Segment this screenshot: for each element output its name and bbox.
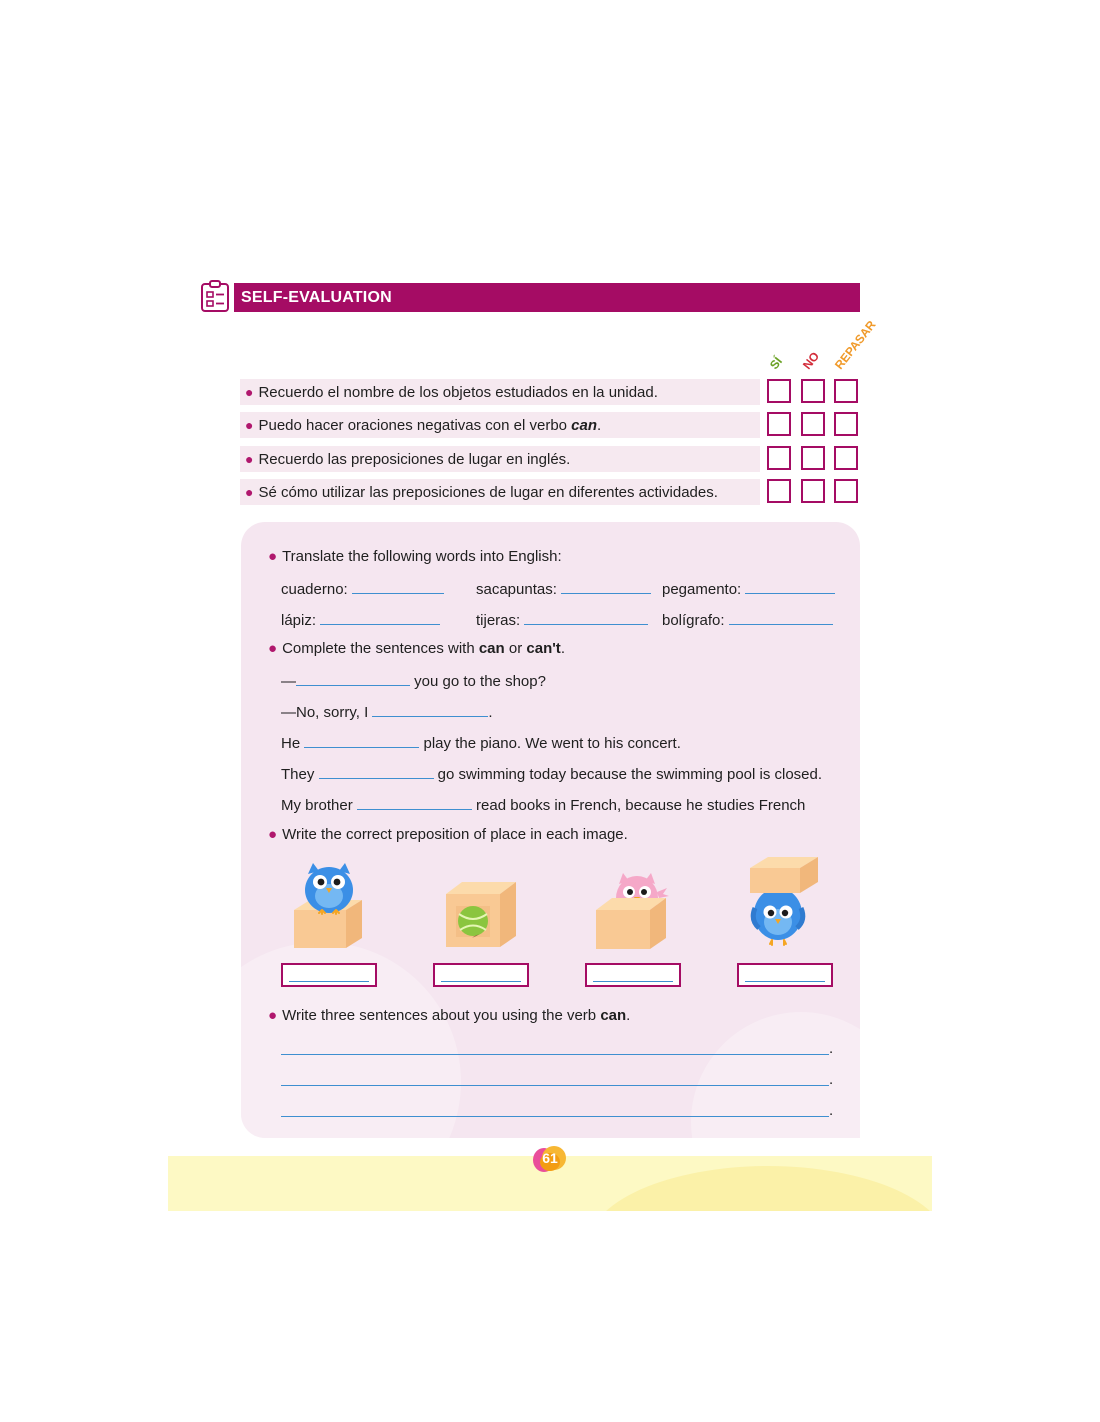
instruction-translate: ● Translate the following words into English: [268,548,562,565]
answer-blank[interactable] [320,610,440,625]
sentence-2: —No, sorry, I . [281,704,493,721]
eval-row-3 [240,446,760,472]
checkbox-si-4[interactable] [767,479,791,503]
preposition-answer-2[interactable] [433,963,529,987]
line-end-dot: . [829,1040,834,1057]
eval-row-4 [240,479,760,505]
answer-blank[interactable] [319,764,434,779]
eval-text: Recuerdo el nombre de los objetos estudiados en la unidad. [258,384,658,401]
writing-line-3[interactable] [281,1116,829,1117]
owl-on-box-image [291,862,367,952]
checkbox-no-4[interactable] [801,479,825,503]
column-no-label: NO [799,349,823,372]
checkbox-no-1[interactable] [801,379,825,403]
word-boligrafo: bolígrafo: [662,610,833,629]
preposition-answer-3[interactable] [585,963,681,987]
eval-text: Sé cómo utilizar las preposiciones de lugar en diferentes actividades. [258,484,718,501]
checkbox-si-2[interactable] [767,412,791,436]
sentence-1: — you go to the shop? [281,673,546,690]
answer-blank[interactable] [304,733,419,748]
writing-line-1[interactable] [281,1054,829,1055]
checkbox-no-3[interactable] [801,446,825,470]
clipboard-checklist-icon [200,280,230,312]
section-title: SELF-EVALUATION [234,283,860,312]
column-repasar-label: REPASAR [831,317,879,372]
page-number-badge [532,1144,568,1174]
bullet-icon: ● [245,451,254,467]
instruction-preposition: ● Write the correct preposition of place in each image. [268,826,628,843]
writing-line-2[interactable] [281,1085,829,1086]
sentence-5: My brother read books in French, because he studies French [281,797,806,814]
answer-blank[interactable] [372,702,488,717]
word-pegamento: pegamento: [662,579,835,598]
word-sacapuntas: sacapuntas: [476,579,651,598]
eval-text: Puedo hacer oraciones negativas con el verbo [258,417,572,434]
checkbox-repasar-3[interactable] [834,446,858,470]
decor-bubble [691,1012,860,1138]
checkbox-repasar-2[interactable] [834,412,858,436]
answer-blank[interactable] [524,610,648,625]
answer-blank[interactable] [729,610,833,625]
owl-behind-box-image [595,870,671,950]
checkbox-si-3[interactable] [767,446,791,470]
eval-row-2 [240,412,760,438]
line-end-dot: . [829,1102,834,1119]
preposition-answer-4[interactable] [737,963,833,987]
checkbox-no-2[interactable] [801,412,825,436]
ball-in-box-image [445,880,517,948]
bullet-icon: ● [245,384,254,400]
checkbox-repasar-4[interactable] [834,479,858,503]
column-si-label: SÍ [766,354,785,372]
preposition-answer-1[interactable] [281,963,377,987]
word-lapiz: lápiz: [281,610,440,629]
line-end-dot: . [829,1071,834,1088]
answer-blank[interactable] [357,795,472,810]
answer-blank[interactable] [745,579,835,594]
owl-under-box-image [748,856,822,948]
checkbox-si-1[interactable] [767,379,791,403]
eval-text: Recuerdo las preposiciones de lugar en inglés. [258,451,571,468]
word-tijeras: tijeras: [476,610,648,629]
answer-blank[interactable] [352,579,444,594]
sentence-3: He play the piano. We went to his concert. [281,735,681,752]
eval-emphasis: can [571,417,598,434]
activity-panel [241,522,860,1138]
instruction-complete: ● Complete the sentences with can or can't. [268,640,565,657]
page-number: 61 [542,1150,558,1166]
footer-decor [588,1166,932,1211]
eval-text-end: . [597,417,602,434]
word-cuaderno: cuaderno: [281,579,444,598]
sentence-4: They go swimming today because the swimming pool is closed. [281,766,823,783]
eval-row-1 [240,379,760,405]
checkbox-repasar-1[interactable] [834,379,858,403]
instruction-write-sentences: ● Write three sentences about you using the verb can. [268,1007,631,1024]
bullet-icon: ● [245,417,254,433]
answer-blank[interactable] [561,579,651,594]
answer-blank[interactable] [296,671,410,686]
bullet-icon: ● [245,484,254,500]
